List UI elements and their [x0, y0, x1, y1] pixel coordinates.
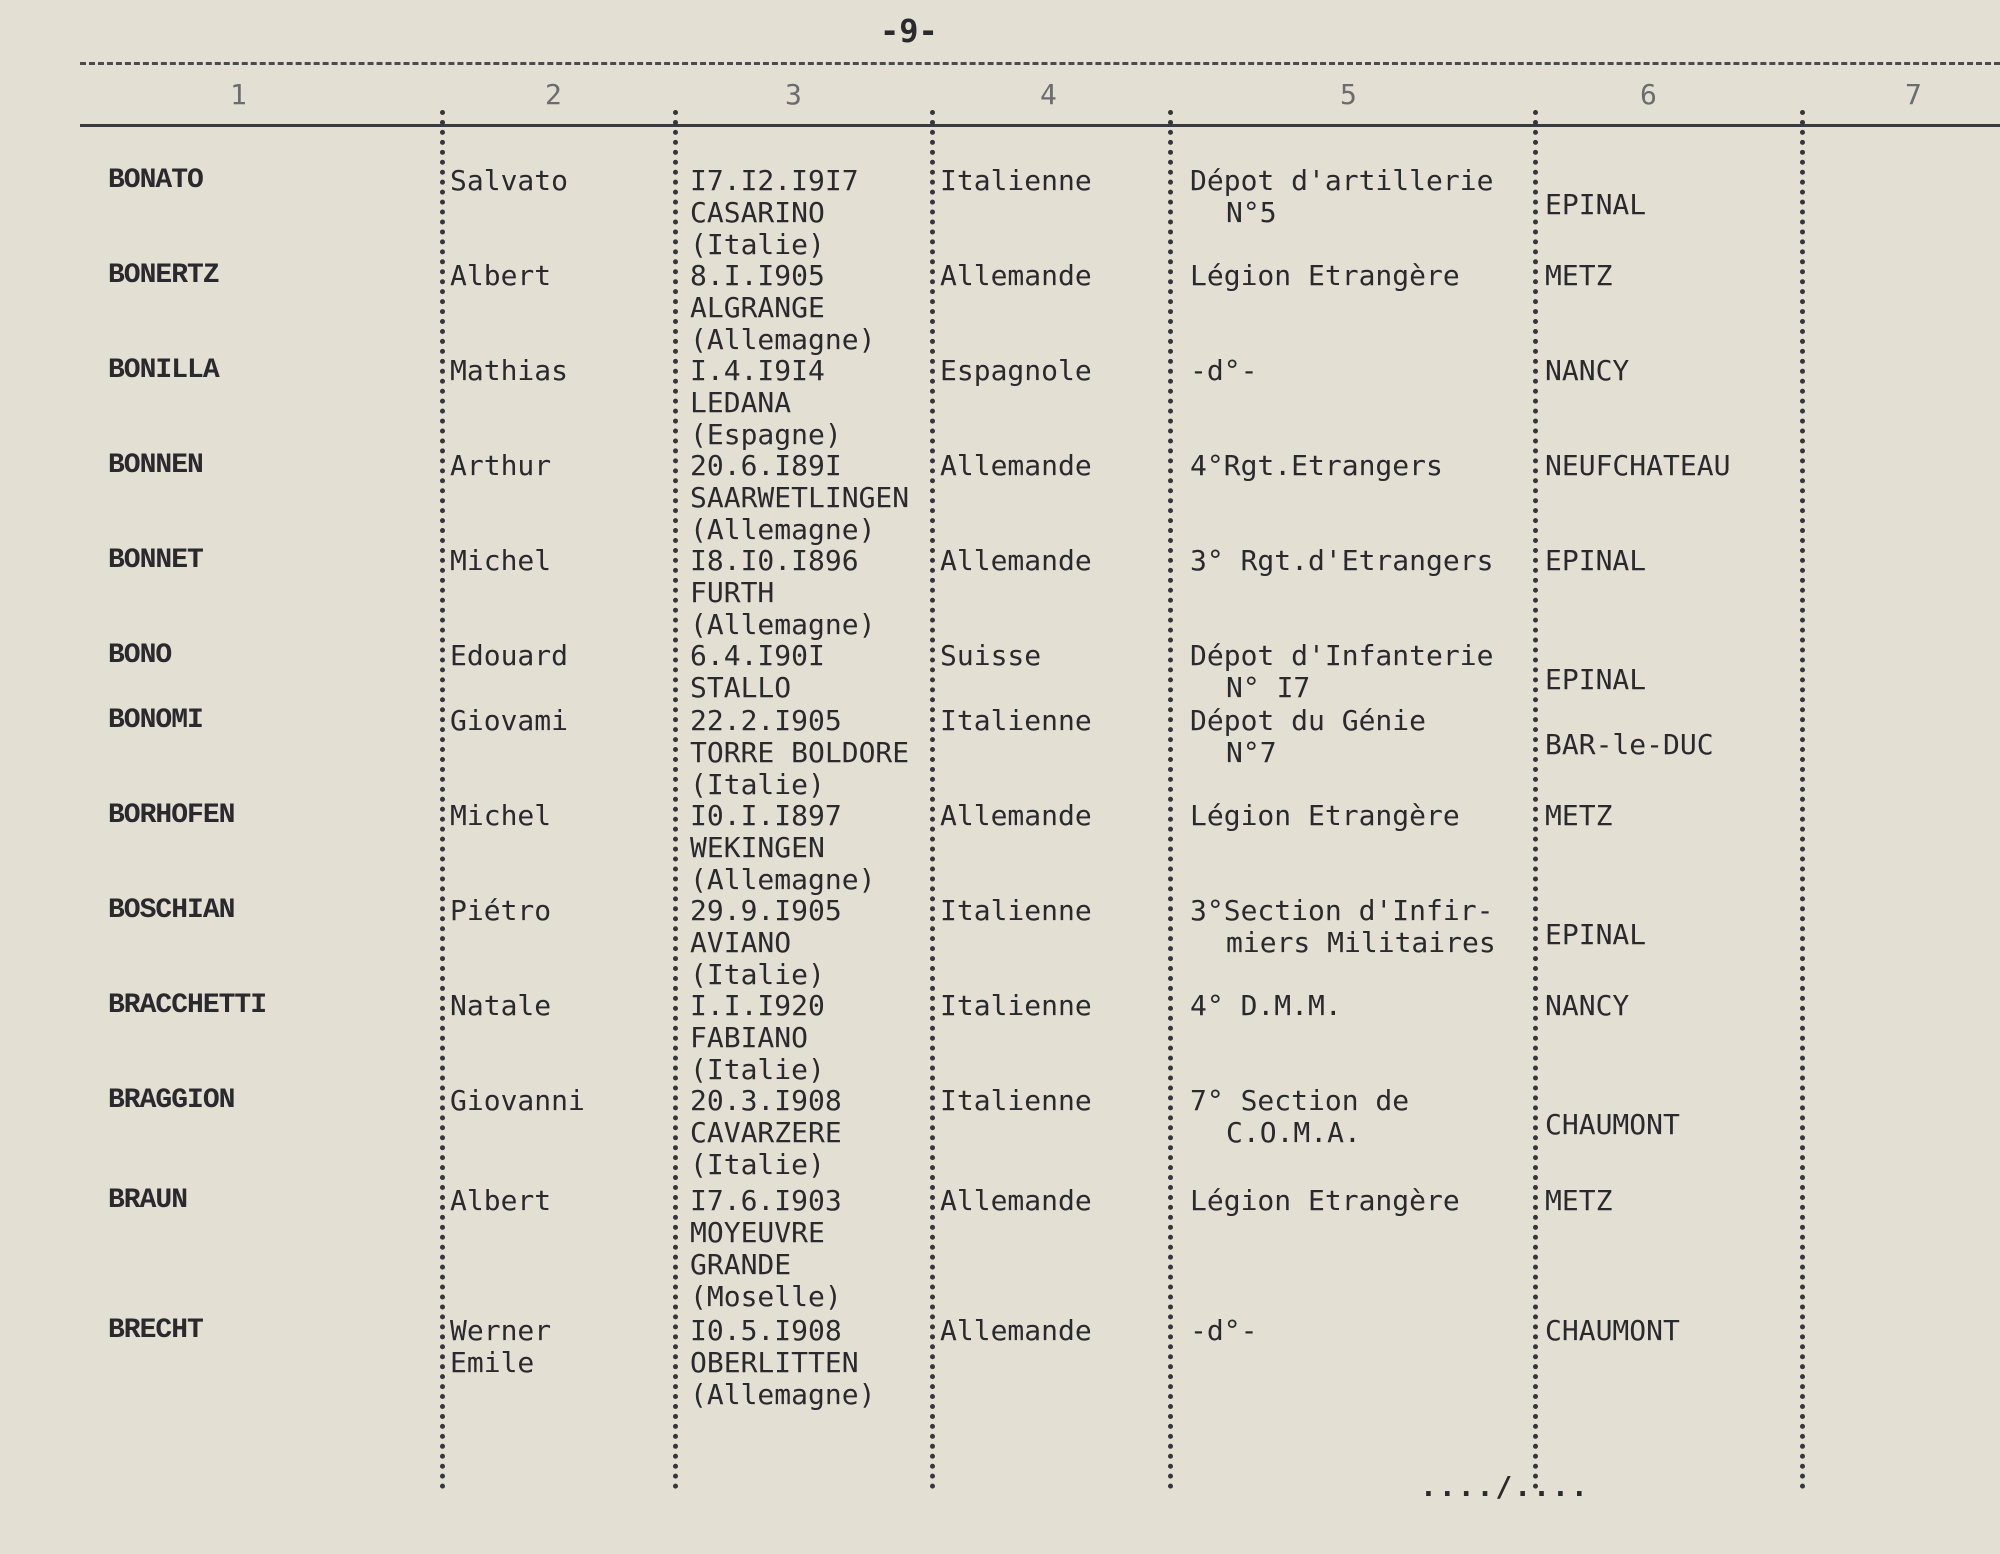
birth-cell [690, 800, 875, 896]
nationality-cell: Italienne [940, 164, 1092, 197]
unit-cell [1190, 640, 1493, 704]
column-header-7: 7 [1905, 78, 1922, 111]
unit-cell [1190, 165, 1493, 229]
nationality-cell: Italienne [940, 894, 1092, 927]
unit-cell-line: N°7 [1226, 736, 1277, 769]
place-cell: METZ [1545, 259, 1613, 292]
nationality-cell: Espagnole [940, 354, 1092, 387]
place-cell: EPINAL [1545, 188, 1647, 221]
birth-cell-line: I7.I2.I9I7 [690, 164, 859, 197]
birth-cell-line: (Allemagne) [690, 863, 876, 896]
continuation-mark: ..../.... [1420, 1470, 1590, 1503]
surname-cell: BONNET [108, 545, 203, 576]
unit-cell [1190, 1185, 1460, 1217]
unit-cell-line: Dépot d'Infanterie [1190, 639, 1494, 672]
birth-cell-line: (Moselle) [690, 1280, 842, 1313]
surname-cell: BONO [108, 640, 172, 671]
column-header-4: 4 [1040, 78, 1057, 111]
birth-cell-line: ALGRANGE [690, 291, 825, 324]
birth-cell-line: I0.I.I897 [690, 799, 842, 832]
surname-cell: BONATO [108, 165, 203, 196]
unit-cell-line: Dépot du Génie [1190, 704, 1427, 737]
unit-cell-line: 4° D.M.M. [1190, 989, 1342, 1022]
unit-cell [1190, 1315, 1257, 1347]
birth-cell-line: (Italie) [690, 958, 825, 991]
unit-cell [1190, 260, 1460, 292]
unit-cell-line: 3°Section d'Infir- [1190, 894, 1494, 927]
birth-cell-line: I0.5.I908 [690, 1314, 842, 1347]
birth-cell [690, 640, 825, 704]
column-separator [440, 110, 445, 1490]
birth-cell-line: LEDANA [690, 386, 792, 419]
birth-cell-line: 22.2.I905 [690, 704, 842, 737]
unit-cell-line: 3° Rgt.d'Etrangers [1190, 544, 1494, 577]
nationality-cell: Italienne [940, 704, 1092, 737]
unit-cell [1190, 450, 1443, 482]
nationality-cell: Allemande [940, 544, 1092, 577]
surname-cell: BONOMI [108, 705, 203, 736]
unit-cell-line: miers Militaires [1226, 926, 1496, 959]
unit-cell-line: 7° Section de [1190, 1084, 1410, 1117]
first-name-cell-line: Werner [450, 1314, 552, 1347]
place-cell: EPINAL [1545, 663, 1647, 696]
surname-cell: BONILLA [108, 355, 219, 386]
place-cell: NANCY [1545, 354, 1630, 387]
nationality-cell: Allemande [940, 449, 1092, 482]
birth-cell-line: (Italie) [690, 768, 825, 801]
unit-cell-line: -d°- [1190, 354, 1258, 387]
column-separator [1533, 110, 1538, 1490]
birth-cell-line: (Espagne) [690, 418, 842, 451]
surname-cell: BRACCHETTI [108, 990, 267, 1021]
place-cell: CHAUMONT [1545, 1108, 1680, 1141]
birth-cell [690, 1085, 842, 1181]
column-header-5: 5 [1340, 78, 1357, 111]
unit-cell-line: Dépot d'artillerie [1190, 164, 1494, 197]
first-name-cell [450, 1085, 585, 1117]
place-cell: NEUFCHATEAU [1545, 449, 1731, 482]
birth-cell-line: 8.I.I905 [690, 259, 825, 292]
unit-cell-line: -d°- [1190, 1314, 1258, 1347]
birth-cell-line: (Allemagne) [690, 323, 876, 356]
surname-cell: BOSCHIAN [108, 895, 235, 926]
page-number: -9- [880, 12, 938, 50]
birth-cell-line: TORRE BOLDORE [690, 736, 910, 769]
birth-cell [690, 895, 842, 991]
birth-cell-line: SAARWETLINGEN [690, 481, 910, 514]
birth-cell [690, 450, 909, 546]
nationality-cell: Suisse [940, 639, 1042, 672]
nationality-cell: Allemande [940, 799, 1092, 832]
birth-cell-line: (Italie) [690, 1148, 825, 1181]
first-name-cell-line: Arthur [450, 449, 552, 482]
birth-cell-line: 6.4.I90I [690, 639, 825, 672]
birth-cell-line: AVIANO [690, 926, 792, 959]
first-name-cell-line: Michel [450, 799, 552, 832]
birth-cell-line: (Italie) [690, 1053, 825, 1086]
unit-cell [1190, 990, 1342, 1022]
first-name-cell [450, 1185, 551, 1217]
first-name-cell [450, 165, 568, 197]
first-name-cell [450, 260, 551, 292]
first-name-cell-line: Michel [450, 544, 552, 577]
first-name-cell [450, 545, 551, 577]
birth-cell [690, 165, 859, 261]
place-cell: METZ [1545, 799, 1613, 832]
place-cell: CHAUMONT [1545, 1314, 1680, 1347]
birth-cell-line: I7.6.I903 [690, 1184, 842, 1217]
first-name-cell [450, 355, 568, 387]
place-cell: EPINAL [1545, 544, 1647, 577]
birth-cell-line: STALLO [690, 671, 792, 704]
first-name-cell [450, 450, 551, 482]
unit-cell [1190, 705, 1426, 769]
birth-cell-line: CASARINO [690, 196, 825, 229]
birth-cell-line: OBERLITTEN [690, 1346, 859, 1379]
first-name-cell-line: Edouard [450, 639, 569, 672]
birth-cell-line: GRANDE [690, 1248, 792, 1281]
birth-cell-line: I.I.I920 [690, 989, 825, 1022]
nationality-cell: Allemande [940, 259, 1092, 292]
column-header-2: 2 [545, 78, 562, 111]
birth-cell [690, 1315, 875, 1411]
first-name-cell-line: Giovanni [450, 1084, 585, 1117]
header-rule-top [80, 62, 2000, 65]
column-header-3: 3 [785, 78, 802, 111]
column-separator [1800, 110, 1805, 1490]
first-name-cell [450, 800, 551, 832]
first-name-cell [450, 990, 551, 1022]
birth-cell [690, 990, 825, 1086]
birth-cell [690, 705, 909, 801]
unit-cell [1190, 545, 1493, 577]
first-name-cell-line: Albert [450, 1184, 552, 1217]
place-cell: METZ [1545, 1184, 1613, 1217]
birth-cell-line: FURTH [690, 576, 775, 609]
unit-cell-line: Légion Etrangère [1190, 1184, 1460, 1217]
place-cell: EPINAL [1545, 918, 1647, 951]
birth-cell-line: 20.3.I908 [690, 1084, 842, 1117]
birth-cell [690, 1185, 842, 1313]
column-header-6: 6 [1640, 78, 1657, 111]
nationality-cell: Italienne [940, 989, 1092, 1022]
first-name-cell-line: Giovami [450, 704, 569, 737]
birth-cell [690, 260, 875, 356]
place-cell: BAR-le-DUC [1545, 728, 1714, 761]
first-name-cell [450, 1315, 551, 1379]
birth-cell [690, 355, 842, 451]
first-name-cell [450, 705, 568, 737]
surname-cell: BONERTZ [108, 260, 219, 291]
unit-cell [1190, 800, 1460, 832]
place-cell: NANCY [1545, 989, 1630, 1022]
first-name-cell-line: Piétro [450, 894, 552, 927]
header-rule-bottom [80, 124, 2000, 127]
birth-cell-line: 20.6.I89I [690, 449, 842, 482]
nationality-cell: Italienne [940, 1084, 1092, 1117]
column-header-1: 1 [230, 78, 247, 111]
birth-cell-line: I.4.I9I4 [690, 354, 825, 387]
first-name-cell-line: Mathias [450, 354, 569, 387]
surname-cell: BRAUN [108, 1185, 188, 1216]
birth-cell-line: CAVARZERE [690, 1116, 842, 1149]
first-name-cell [450, 895, 551, 927]
birth-cell-line: (Allemagne) [690, 1378, 876, 1411]
surname-cell: BONNEN [108, 450, 203, 481]
unit-cell-line: N°5 [1226, 196, 1277, 229]
birth-cell-line: (Italie) [690, 228, 825, 261]
first-name-cell-line: Salvato [450, 164, 569, 197]
first-name-cell-line: Natale [450, 989, 552, 1022]
birth-cell-line: 29.9.I905 [690, 894, 842, 927]
column-separator [930, 110, 935, 1490]
nationality-cell: Allemande [940, 1314, 1092, 1347]
birth-cell-line: (Allemagne) [690, 513, 876, 546]
unit-cell-line: Légion Etrangère [1190, 799, 1460, 832]
first-name-cell-line: Albert [450, 259, 552, 292]
unit-cell-line: C.O.M.A. [1226, 1116, 1361, 1149]
unit-cell [1190, 1085, 1409, 1149]
birth-cell-line: I8.I0.I896 [690, 544, 859, 577]
birth-cell-line: FABIANO [690, 1021, 809, 1054]
surname-cell: BORHOFEN [108, 800, 235, 831]
birth-cell-line: (Allemagne) [690, 608, 876, 641]
birth-cell [690, 545, 875, 641]
birth-cell-line: WEKINGEN [690, 831, 825, 864]
column-separator [1168, 110, 1173, 1490]
birth-cell-line: MOYEUVRE [690, 1216, 825, 1249]
unit-cell [1190, 895, 1496, 959]
unit-cell-line: Légion Etrangère [1190, 259, 1460, 292]
unit-cell [1190, 355, 1257, 387]
surname-cell: BRAGGION [108, 1085, 235, 1116]
unit-cell-line: 4°Rgt.Etrangers [1190, 449, 1443, 482]
column-separator [673, 110, 678, 1490]
first-name-cell-line: Emile [450, 1346, 535, 1379]
first-name-cell [450, 640, 568, 672]
nationality-cell: Allemande [940, 1184, 1092, 1217]
surname-cell: BRECHT [108, 1315, 203, 1346]
unit-cell-line: N° I7 [1226, 671, 1311, 704]
